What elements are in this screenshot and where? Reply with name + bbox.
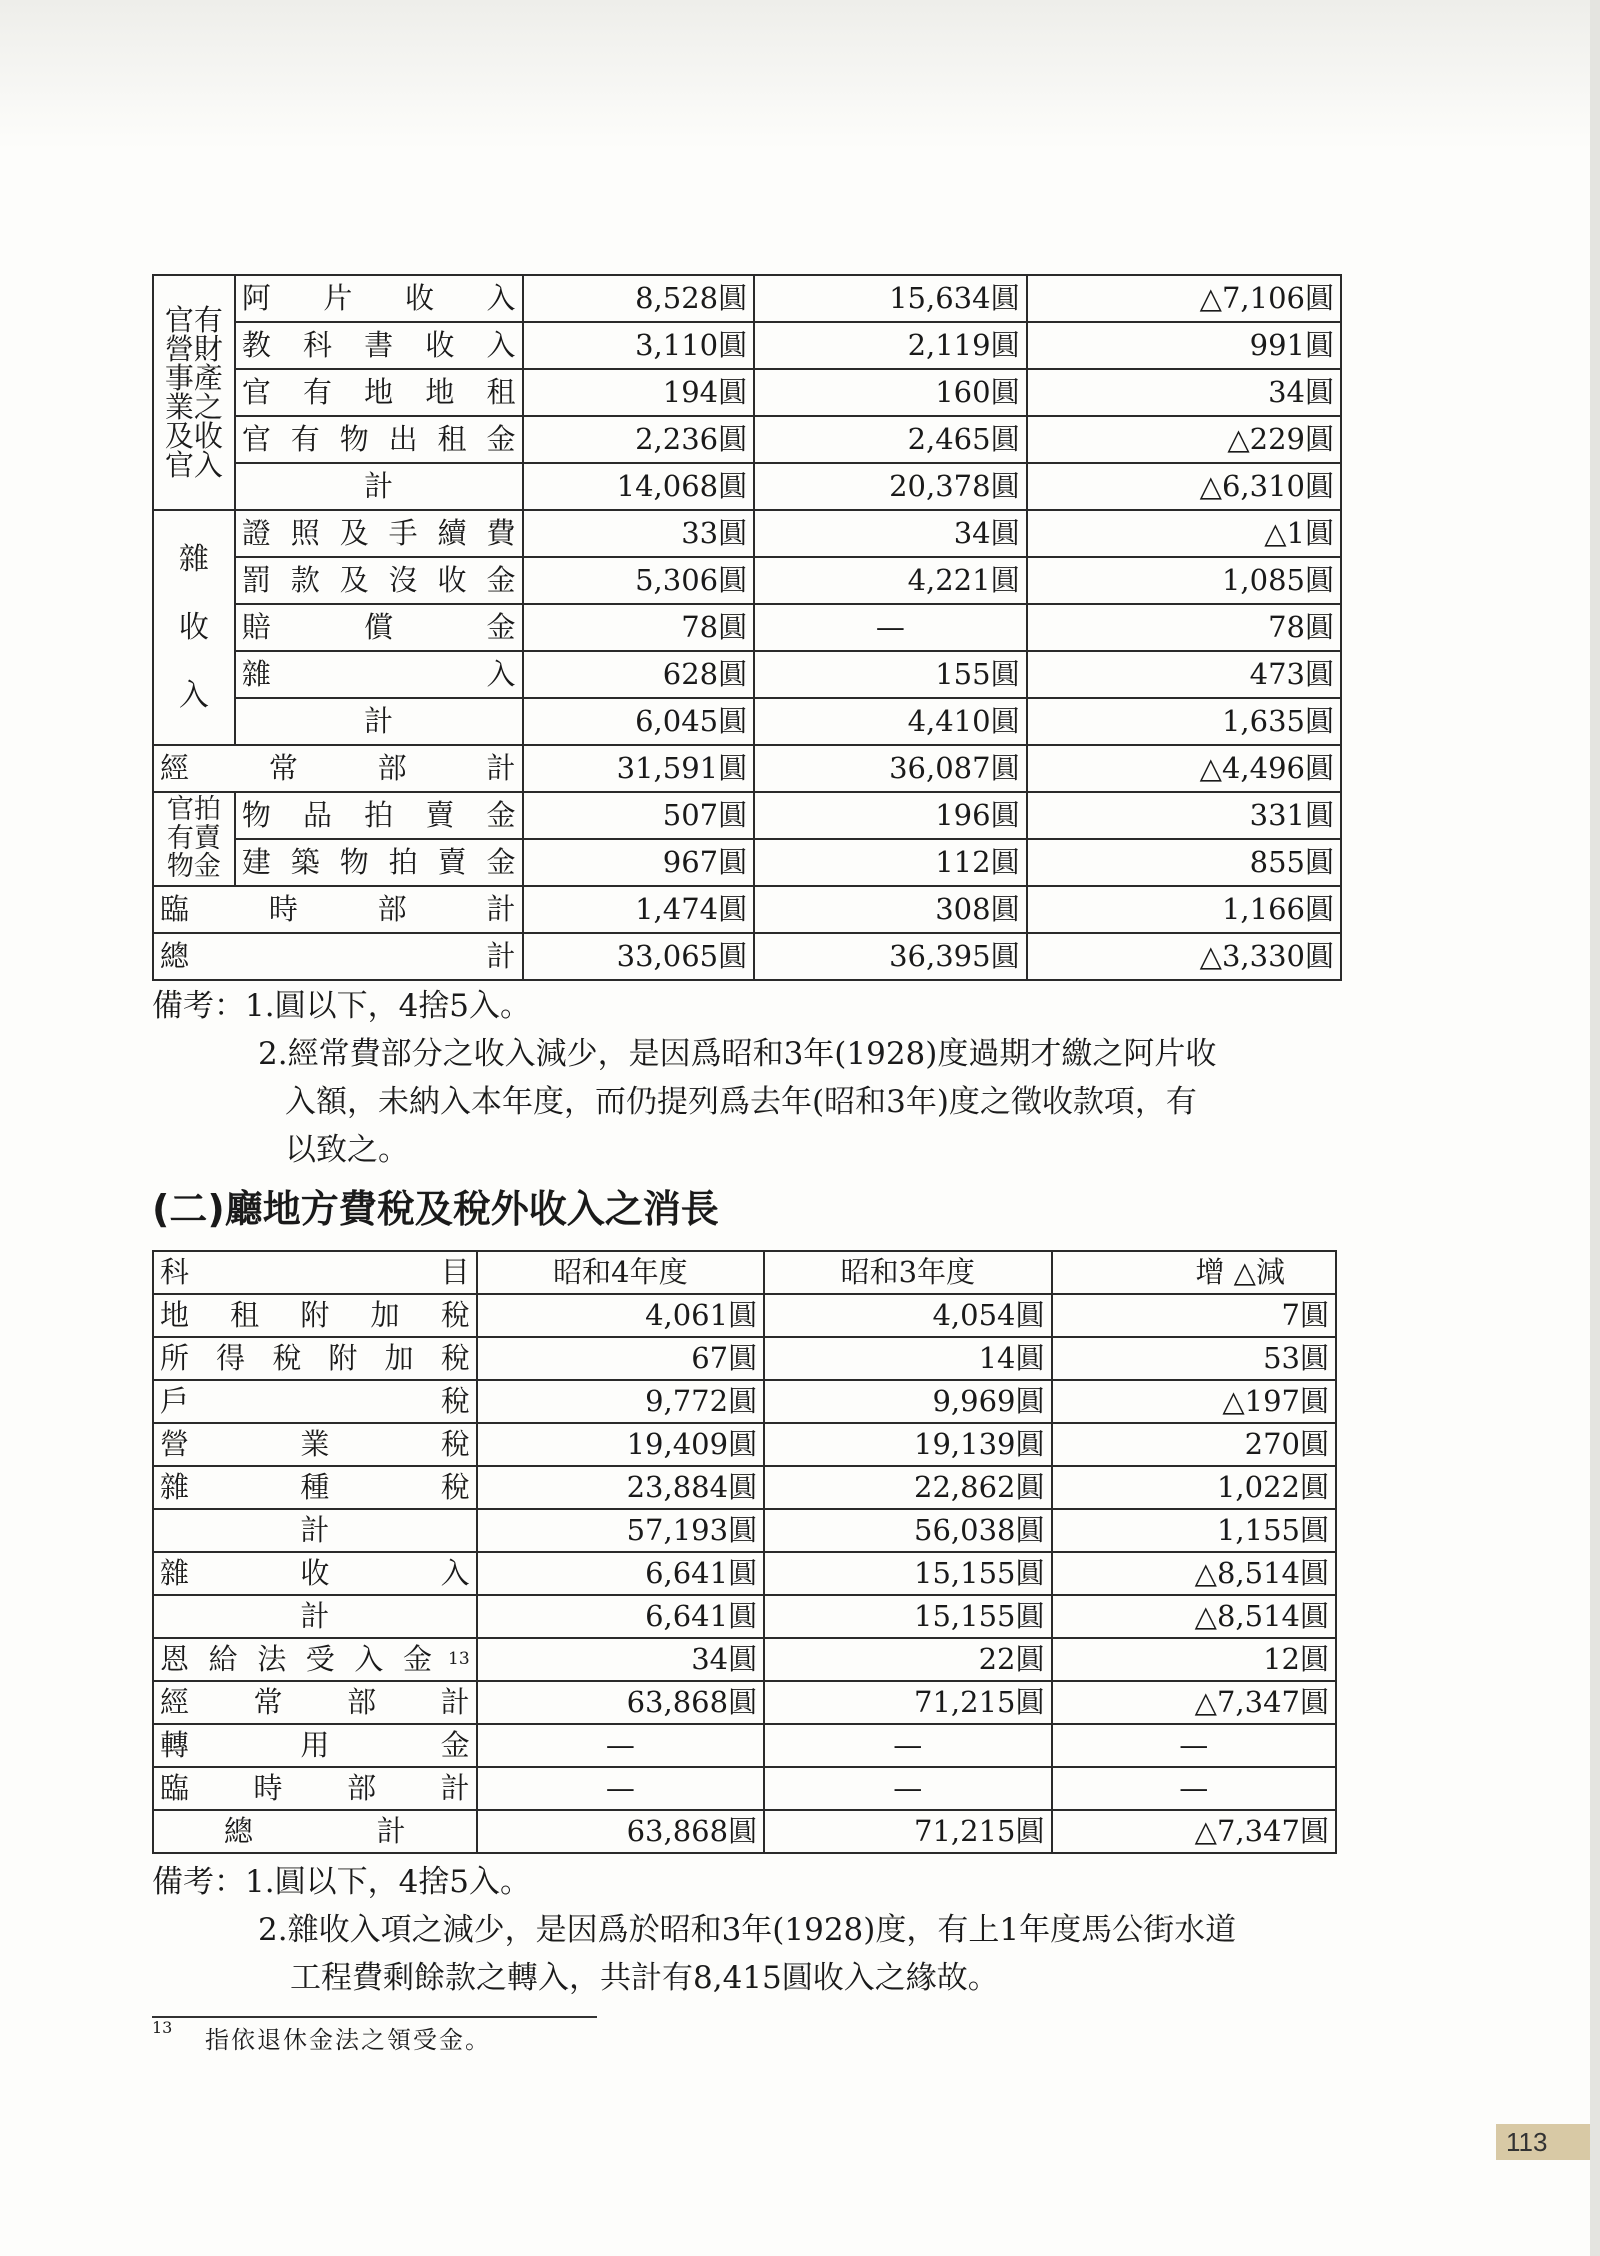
item-label: 營 業 稅	[160, 1427, 470, 1461]
value-cell-c2: 2,119圓	[754, 322, 1026, 369]
header-year-4: 昭和4年度	[477, 1251, 764, 1294]
item-label: 建 築 物 拍 賣 金	[241, 845, 516, 879]
value-cell-c1: 628圓	[523, 651, 755, 698]
note-2-line-1: 2.雜收入項之減少，是因爲於昭和3年(1928)度，有上1年度馬公街水道	[258, 1912, 1237, 1948]
note-1: 1.圓以下，4捨5入。	[245, 1864, 532, 1900]
value-cell-c3: △1圓	[1027, 510, 1341, 557]
row-item	[153, 1724, 477, 1767]
value-cell-c2: 4,221圓	[754, 557, 1026, 604]
value-cell-c1: 4,061圓	[477, 1294, 764, 1337]
row-item	[235, 510, 523, 557]
item-label: 轉 用 金	[160, 1728, 470, 1762]
value-cell-c2: 4,410圓	[754, 698, 1026, 745]
footnote-number: 13	[152, 2018, 173, 2037]
total-label	[153, 745, 523, 792]
value-cell-c1: 31,591圓	[523, 745, 755, 792]
value-cell-c1: 5,306圓	[523, 557, 755, 604]
value-cell-c3: △197圓	[1052, 1380, 1336, 1423]
item-label: 臨 時 部 計	[160, 1771, 470, 1805]
group-label-line: 事產	[164, 360, 223, 395]
notes-1	[152, 982, 531, 1030]
note-2-line-2: 工程費剩餘款之轉入，共計有8,415圓收入之緣故。	[290, 1960, 999, 1996]
header-subject-right: 目	[440, 1255, 470, 1289]
value-cell-c3: 270圓	[1052, 1423, 1336, 1466]
table-row	[153, 1509, 1336, 1552]
group-label-line: 營財	[164, 331, 223, 366]
value-cell-c3: 53圓	[1052, 1337, 1336, 1380]
subtotal-label: 計	[235, 463, 523, 510]
revenue-table-2	[152, 1250, 1337, 1854]
value-cell-c1: 6,641圓	[477, 1552, 764, 1595]
row-item	[153, 1638, 477, 1681]
item-label: 雜 入	[241, 657, 516, 691]
value-cell-c1: 63,868圓	[477, 1810, 764, 1853]
value-cell-c3: 855圓	[1027, 839, 1341, 886]
group-label-line: 雜	[178, 541, 209, 577]
value-cell-c1: 19,409圓	[477, 1423, 764, 1466]
subtotal-row	[153, 698, 1341, 745]
group-label-line: 收	[178, 609, 209, 645]
page-number: 113	[1496, 2124, 1590, 2160]
value-cell-c1: 967圓	[523, 839, 755, 886]
header-change: 增 △減	[1052, 1251, 1336, 1294]
subtotal-label: 計	[235, 698, 523, 745]
value-cell-c1: 67圓	[477, 1337, 764, 1380]
value-cell-c3: —	[1052, 1767, 1336, 1810]
notes-prefix: 備考：	[152, 988, 245, 1024]
table-row	[153, 1552, 1336, 1595]
note-2-line-3: 以致之。	[285, 1132, 409, 1168]
value-cell-c2: 20,378圓	[754, 463, 1026, 510]
header-subject-left: 科	[160, 1255, 190, 1289]
value-cell-c3: 12圓	[1052, 1638, 1336, 1681]
item-label: 阿 片 收 入	[241, 281, 516, 315]
header-row	[153, 1251, 1336, 1294]
row-item	[235, 839, 523, 886]
value-cell-c1: 9,772圓	[477, 1380, 764, 1423]
row-item	[235, 557, 523, 604]
value-cell-c2: 71,215圓	[764, 1681, 1051, 1724]
table-row	[153, 1423, 1336, 1466]
value-cell-c1: 6,641圓	[477, 1595, 764, 1638]
value-cell-c3: △8,514圓	[1052, 1595, 1336, 1638]
subtotal-label: 計	[153, 1595, 477, 1638]
group-label-line: 官有	[164, 302, 223, 337]
row-item	[153, 1380, 477, 1423]
group-label	[153, 510, 235, 745]
total-label-text: 總 計	[224, 1814, 406, 1848]
table-row	[153, 1466, 1336, 1509]
item-label: 官 有 物 出 租 金	[241, 422, 516, 456]
item-label: 教 科 書 收 入	[241, 328, 516, 362]
value-cell-c3: 1,085圓	[1027, 557, 1341, 604]
table-row	[153, 1767, 1336, 1810]
value-cell-c1: 8,528圓	[523, 275, 755, 322]
item-label: 證 照 及 手 續 費	[241, 516, 516, 550]
table-row	[153, 1724, 1336, 1767]
row-item	[235, 792, 523, 839]
table-row	[153, 275, 1341, 322]
item-label-wrap	[160, 1642, 470, 1676]
value-cell-c3: 1,022圓	[1052, 1466, 1336, 1509]
note-2-line-1: 2.經常費部分之收入減少，是因爲昭和3年(1928)度過期才繳之阿片收	[258, 1036, 1217, 1072]
value-cell-c2: 9,969圓	[764, 1380, 1051, 1423]
table-row	[153, 1681, 1336, 1724]
header-year-3: 昭和3年度	[764, 1251, 1051, 1294]
note-1: 1.圓以下，4捨5入。	[245, 988, 532, 1024]
table-row	[153, 839, 1341, 886]
group-label-line: 業之	[164, 389, 223, 424]
item-label: 所 得 稅 附 加 稅	[160, 1341, 470, 1375]
group-label-line: 官入	[164, 447, 223, 482]
revenue-table-1	[152, 274, 1342, 981]
section-title: (二)廳地方費稅及稅外收入之消長	[152, 1187, 719, 1231]
row-item	[235, 322, 523, 369]
footnote-marker: 13	[448, 1649, 470, 1669]
value-cell-c2: 14圓	[764, 1337, 1051, 1380]
value-cell-c1: 6,045圓	[523, 698, 755, 745]
row-item	[153, 1423, 477, 1466]
notes-2	[152, 1858, 531, 1906]
value-cell-c2: 15,155圓	[764, 1595, 1051, 1638]
value-cell-c3: 34圓	[1027, 369, 1341, 416]
item-label: 賠 償 金	[241, 610, 516, 644]
value-cell-c1: —	[477, 1767, 764, 1810]
row-item	[153, 1337, 477, 1380]
table-row	[153, 651, 1341, 698]
value-cell-c2: 56,038圓	[764, 1509, 1051, 1552]
table-row	[153, 369, 1341, 416]
table-row	[153, 604, 1341, 651]
group-label-line: 物金	[166, 851, 221, 883]
value-cell-c2: 36,087圓	[754, 745, 1026, 792]
value-cell-c2: 160圓	[754, 369, 1026, 416]
value-cell-c2: —	[764, 1767, 1051, 1810]
table-row	[153, 1810, 1336, 1853]
notes-prefix: 備考：	[152, 1864, 245, 1900]
value-cell-c1: 78圓	[523, 604, 755, 651]
item-label: 官 有 地 地 租	[241, 375, 516, 409]
header-subject	[153, 1251, 477, 1294]
value-cell-c3: 1,166圓	[1027, 886, 1341, 933]
value-cell-c3: 331圓	[1027, 792, 1341, 839]
row-item	[235, 369, 523, 416]
value-cell-c2: 4,054圓	[764, 1294, 1051, 1337]
value-cell-c3: △7,106圓	[1027, 275, 1341, 322]
value-cell-c3: 7圓	[1052, 1294, 1336, 1337]
row-item	[235, 604, 523, 651]
row-item	[153, 1681, 477, 1724]
value-cell-c3: △7,347圓	[1052, 1810, 1336, 1853]
group-label	[153, 275, 235, 510]
value-cell-c3: △3,330圓	[1027, 933, 1341, 980]
value-cell-c2: 34圓	[754, 510, 1026, 557]
item-label: 恩 給 法 受 入 金	[160, 1642, 432, 1676]
value-cell-c1: 194圓	[523, 369, 755, 416]
header-subject-text	[160, 1255, 470, 1289]
total-label	[153, 886, 523, 933]
value-cell-c2: —	[764, 1724, 1051, 1767]
row-item	[235, 275, 523, 322]
page-top-shadow	[0, 0, 1600, 150]
group-label-line: 及收	[164, 418, 223, 453]
row-item	[153, 1552, 477, 1595]
table-row	[153, 1380, 1336, 1423]
value-cell-c3: △8,514圓	[1052, 1552, 1336, 1595]
value-cell-c1: 33圓	[523, 510, 755, 557]
value-cell-c2: 22,862圓	[764, 1466, 1051, 1509]
group-label-line: 官拍	[166, 794, 221, 826]
value-cell-c2: —	[754, 604, 1026, 651]
value-cell-c1: 57,193圓	[477, 1509, 764, 1552]
row-item	[235, 651, 523, 698]
value-cell-c3: 473圓	[1027, 651, 1341, 698]
table-row	[153, 322, 1341, 369]
value-cell-c2: 22圓	[764, 1638, 1051, 1681]
row-item	[235, 416, 523, 463]
total-label-text: 經 常 部 計	[160, 751, 516, 785]
footnote-text: 指依退休金法之領受金。	[205, 2026, 491, 2054]
value-cell-c3: 1,635圓	[1027, 698, 1341, 745]
value-cell-c1: 1,474圓	[523, 886, 755, 933]
item-label: 雜 收 入	[160, 1556, 470, 1590]
value-cell-c1: 3,110圓	[523, 322, 755, 369]
item-label: 經 常 部 計	[160, 1685, 470, 1719]
value-cell-c3: 78圓	[1027, 604, 1341, 651]
table-row	[153, 1595, 1336, 1638]
table-row	[153, 1294, 1336, 1337]
subtotal-row	[153, 463, 1341, 510]
value-cell-c1: 507圓	[523, 792, 755, 839]
total-label-text: 總 計	[160, 939, 516, 973]
value-cell-c3: 991圓	[1027, 322, 1341, 369]
footnote-rule	[152, 2016, 597, 2018]
total-label-text: 臨 時 部 計	[160, 892, 516, 926]
total-row	[153, 745, 1341, 792]
subtotal-label: 計	[153, 1509, 477, 1552]
table-row	[153, 1337, 1336, 1380]
group-label	[153, 792, 235, 886]
total-label	[153, 1810, 477, 1853]
value-cell-c2: 112圓	[754, 839, 1026, 886]
value-cell-c3: 1,155圓	[1052, 1509, 1336, 1552]
total-label	[153, 933, 523, 980]
row-item	[153, 1466, 477, 1509]
item-label: 罰 款 及 沒 收 金	[241, 563, 516, 597]
value-cell-c1: —	[477, 1724, 764, 1767]
value-cell-c1: 14,068圓	[523, 463, 755, 510]
value-cell-c2: 71,215圓	[764, 1810, 1051, 1853]
value-cell-c2: 2,465圓	[754, 416, 1026, 463]
value-cell-c3: △229圓	[1027, 416, 1341, 463]
item-label: 戶 稅	[160, 1384, 470, 1418]
value-cell-c3: △6,310圓	[1027, 463, 1341, 510]
value-cell-c2: 36,395圓	[754, 933, 1026, 980]
table-row	[153, 557, 1341, 604]
page-edge	[1590, 0, 1600, 2256]
row-item	[153, 1294, 477, 1337]
value-cell-c3: △4,496圓	[1027, 745, 1341, 792]
value-cell-c2: 19,139圓	[764, 1423, 1051, 1466]
value-cell-c2: 308圓	[754, 886, 1026, 933]
item-label: 地 租 附 加 稅	[160, 1298, 470, 1332]
value-cell-c2: 196圓	[754, 792, 1026, 839]
value-cell-c2: 155圓	[754, 651, 1026, 698]
value-cell-c3: —	[1052, 1724, 1336, 1767]
table-row	[153, 510, 1341, 557]
value-cell-c1: 34圓	[477, 1638, 764, 1681]
value-cell-c1: 2,236圓	[523, 416, 755, 463]
total-row	[153, 933, 1341, 980]
group-label-line: 有賣	[166, 822, 221, 854]
value-cell-c1: 23,884圓	[477, 1466, 764, 1509]
item-label: 雜 種 稅	[160, 1470, 470, 1504]
row-item	[153, 1767, 477, 1810]
total-row	[153, 886, 1341, 933]
table-row	[153, 1638, 1336, 1681]
value-cell-c2: 15,634圓	[754, 275, 1026, 322]
value-cell-c1: 33,065圓	[523, 933, 755, 980]
table-row	[153, 416, 1341, 463]
item-label: 物 品 拍 賣 金	[241, 798, 516, 832]
table-row	[153, 792, 1341, 839]
value-cell-c1: 63,868圓	[477, 1681, 764, 1724]
value-cell-c3: △7,347圓	[1052, 1681, 1336, 1724]
value-cell-c2: 15,155圓	[764, 1552, 1051, 1595]
group-label-line: 入	[178, 677, 209, 713]
note-2-line-2: 入額，未納入本年度，而仍提列爲去年(昭和3年)度之徵收款項，有	[285, 1084, 1197, 1120]
